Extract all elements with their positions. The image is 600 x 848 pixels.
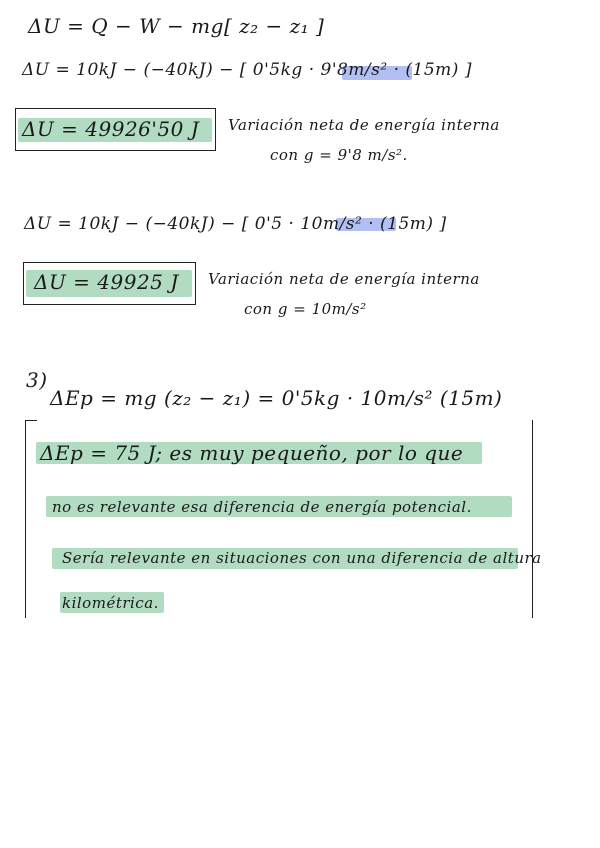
energy-balance-equation: ΔU = Q − W − mg[ z₂ − z₁ ] bbox=[28, 14, 325, 38]
result-note-2a: Variación neta de energía interna bbox=[208, 270, 480, 288]
result-note-1b: con g = 9'8 m/s². bbox=[270, 146, 408, 164]
energy-balance-substitution-g10: ΔU = 10kJ − (−40kJ) − [ 0'5 · 10m/s² · (15m) ] bbox=[24, 214, 447, 234]
answer-line-1: ΔEp = 75 J; es muy pequeño, por lo que bbox=[40, 441, 464, 465]
result-value-1: ΔU = 49926'50 J bbox=[22, 117, 200, 141]
result-value-2: ΔU = 49925 J bbox=[34, 270, 179, 294]
answer-line-4: kilométrica. bbox=[62, 594, 159, 612]
energy-balance-substitution-g98: ΔU = 10kJ − (−40kJ) − [ 0'5kg · 9'8m/s² · (15m) ] bbox=[22, 60, 472, 80]
answer-line-3: Sería relevante en situaciones con una diferencia de altura bbox=[62, 549, 542, 567]
answer-line-2: no es relevante esa diferencia de energía potencial. bbox=[52, 498, 472, 516]
result-note-1a: Variación neta de energía interna bbox=[228, 116, 500, 134]
answer-frame-top bbox=[25, 420, 37, 421]
question-number: 3) bbox=[26, 368, 48, 392]
result-note-2b: con g = 10m/s² bbox=[244, 300, 367, 318]
potential-energy-equation: ΔEp = mg (z₂ − z₁) = 0'5kg · 10m/s² (15m) bbox=[50, 386, 503, 410]
